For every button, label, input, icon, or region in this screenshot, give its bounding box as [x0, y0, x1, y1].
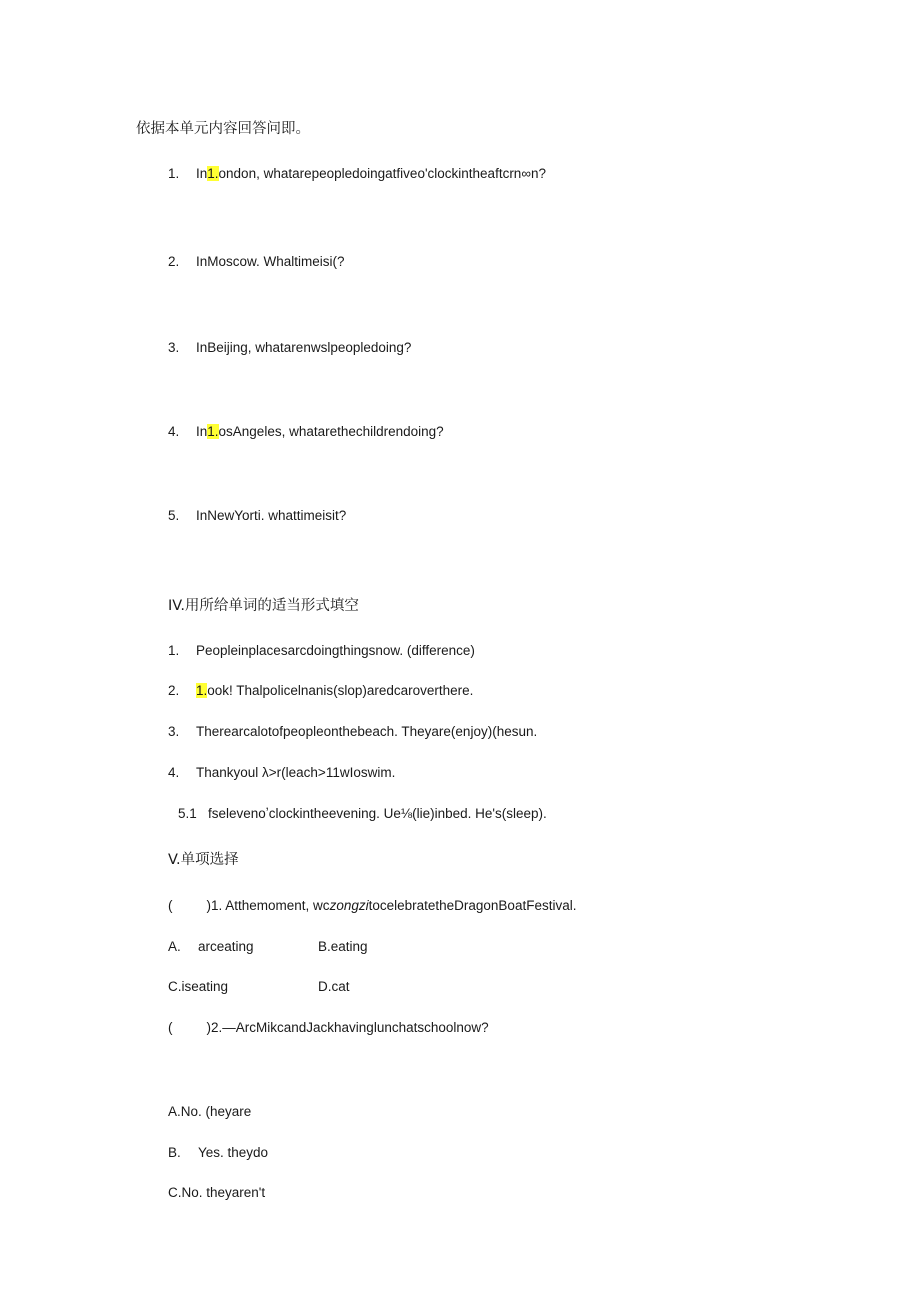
- question-text: InMoscow. Whaltimeisi(?: [196, 254, 345, 269]
- exercise-number: 2.: [168, 683, 180, 698]
- question-number: 5.: [168, 508, 180, 523]
- question-number: 4.: [168, 424, 180, 439]
- exercise-text: Therearcalotofpeopleonthebeach. Theyare(enjoy)(hesun.: [196, 724, 538, 739]
- exercise-number: 3.: [168, 724, 180, 739]
- exercise-number: 1.: [168, 643, 180, 658]
- exercise-number: 4.: [168, 765, 180, 780]
- answer-bracket-open: (: [168, 898, 173, 913]
- question-number: 1.: [168, 166, 180, 181]
- exercise-item: [168, 723, 537, 741]
- question-item: [168, 339, 411, 357]
- answer-bracket-close: ): [206, 898, 211, 913]
- option-label: B.: [168, 1145, 181, 1160]
- question-text: tocelebratetheDragonBoatFestival.: [368, 898, 577, 913]
- question-item: [168, 507, 346, 525]
- option-c: C.No. theyaren't: [168, 1185, 266, 1200]
- exercise-text: Thankyoul λ>r(leach>11wIoswim.: [196, 765, 396, 780]
- options-row: [168, 938, 468, 956]
- answer-bracket-close: ): [206, 1020, 211, 1035]
- question-item: [168, 423, 444, 441]
- exercise-item: [178, 805, 547, 823]
- exercise-text: ook! Thalpolicelnanis(slop)aredcaroverthere.: [207, 683, 474, 698]
- choice-question: [168, 1019, 489, 1037]
- option-a: arceating: [198, 939, 254, 954]
- options-row: [168, 1144, 268, 1162]
- question-text: 1. Atthemoment, wc: [211, 898, 330, 913]
- highlighted-text: 1.: [207, 424, 219, 439]
- exercise-item: [168, 642, 475, 660]
- option-b: Yes. theydo: [198, 1145, 269, 1160]
- highlighted-text: 1.: [207, 166, 219, 181]
- highlighted-text: 1.: [196, 683, 208, 698]
- answer-bracket-open: (: [168, 1020, 173, 1035]
- option-d: D.cat: [318, 979, 350, 994]
- question-text: ondon, whatarepeopledoingatfiveo'clockintheaftcrn∞n?: [218, 166, 546, 181]
- question-item: [168, 253, 345, 271]
- section-heading-answer-questions: 依据本单元内容回答问即。: [136, 121, 310, 137]
- question-text: InBeijing, whatarenwslpeopledoing?: [196, 340, 412, 355]
- exercise-item: [168, 764, 395, 782]
- question-text: InNewYorti. whattimeisit?: [196, 508, 347, 523]
- question-number: 2.: [168, 254, 180, 269]
- section-heading-fill-in-blanks: IV.用所给单词的适当形式填空: [168, 598, 359, 614]
- section-heading-multiple-choice: V.单项选择: [168, 852, 239, 868]
- question-text: In: [196, 424, 208, 439]
- option-a: A.No. (heyare: [168, 1104, 252, 1119]
- exercise-text: Peopleinplacesarcdoingthingsnow. (difference): [196, 643, 475, 658]
- exercise-number: 5.1: [178, 806, 197, 821]
- question-number: 3.: [168, 340, 180, 355]
- option-c: C.iseating: [168, 979, 229, 994]
- question-text: 2.—ArcMikcandJackhavinglunchatschoolnow?: [211, 1020, 489, 1035]
- question-text: osAngeles, whatarethechildrendoing?: [218, 424, 444, 439]
- question-item: [168, 165, 546, 183]
- question-italic-word: zongzi: [329, 898, 369, 913]
- options-row: [168, 978, 468, 996]
- option-b: B.eating: [318, 939, 368, 954]
- question-text: In: [196, 166, 208, 181]
- option-label: A.: [168, 939, 181, 954]
- exercise-text: fselevenoʼclockintheevening. Ue⅛(lie)inbed. He's(sleep).: [208, 806, 547, 821]
- exercise-item: [168, 682, 473, 700]
- choice-question: [168, 897, 576, 915]
